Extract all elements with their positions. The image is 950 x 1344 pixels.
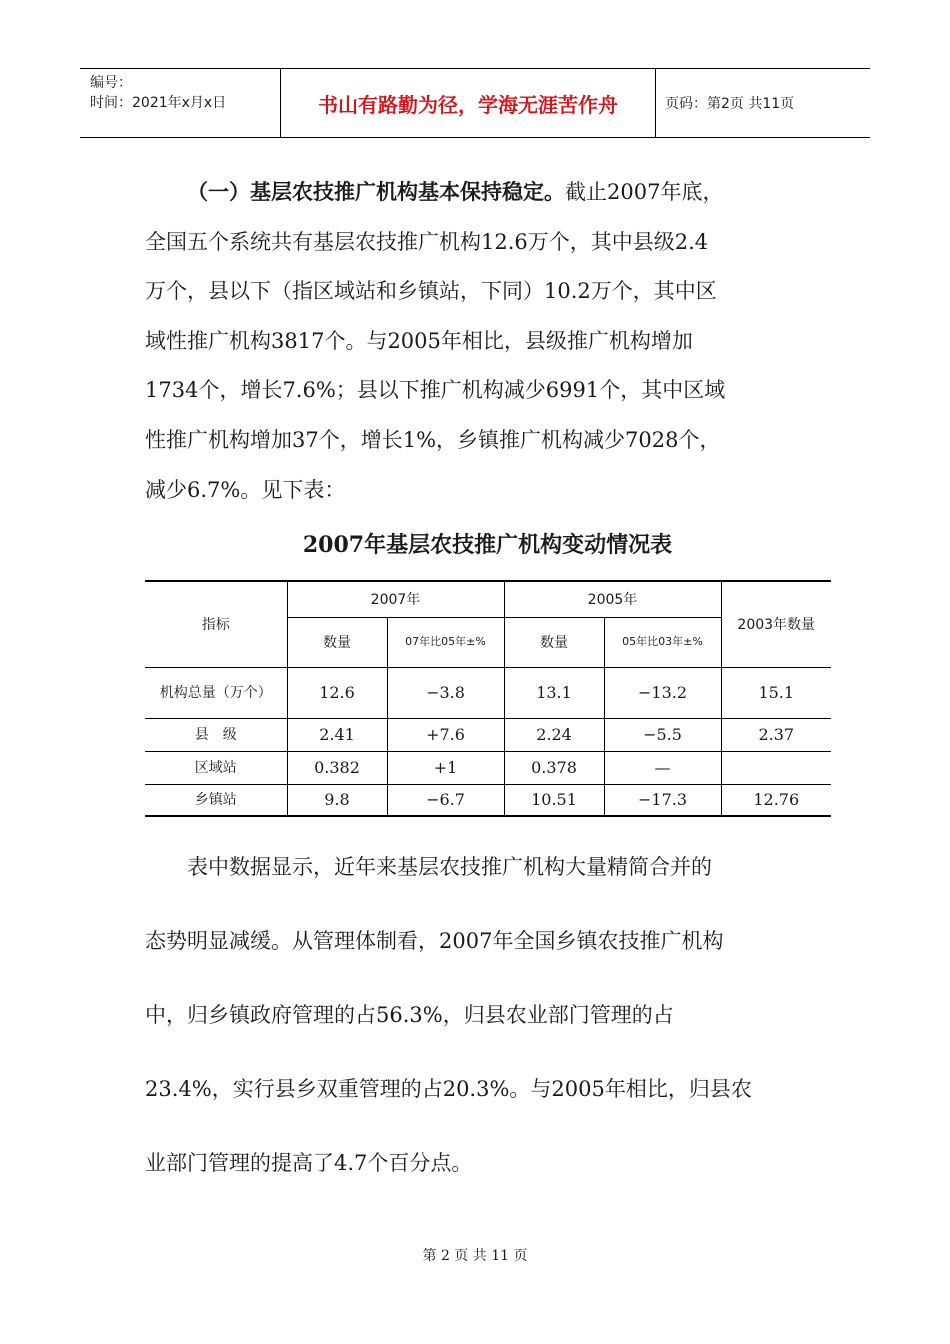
cell-2007: 9.8	[287, 784, 387, 816]
header-change-07-05: 07年比05年±%	[387, 617, 504, 667]
table-row	[145, 751, 831, 784]
cell-change-05-03: −17.3	[604, 784, 721, 816]
header-meta	[80, 69, 280, 137]
header-qty-2005: 数量	[504, 617, 604, 667]
table-caption: 2007年基层农技推广机构变动情况表	[302, 532, 673, 558]
cell-change-07-05: −3.8	[387, 667, 504, 718]
page-header	[80, 68, 870, 138]
paragraph-analysis	[145, 830, 810, 1200]
paragraph-line: 性推广机构增加37个，增长1%，乡镇推广机构减少7028个，	[145, 427, 721, 452]
row-label: 乡镇站	[145, 784, 287, 816]
paragraph-line: 万个，县以下（指区域站和乡镇站，下同）10.2万个，其中区	[145, 279, 717, 304]
paragraph-line: 表中数据显示，近年来基层农技推广机构大量精简合并的	[187, 855, 712, 879]
cell-change-05-03: −5.5	[604, 718, 721, 751]
cell-change-07-05: +7.6	[387, 718, 504, 751]
cell-2007: 12.6	[287, 667, 387, 718]
cell-2005: 0.378	[504, 751, 604, 784]
header-change-05-03: 05年比03年±%	[604, 617, 721, 667]
paragraph-line: 23.4%，实行县乡双重管理的占20.3%。与2005年相比，归县农	[145, 1077, 752, 1101]
cell-change-07-05: +1	[387, 751, 504, 784]
paragraph-intro	[145, 168, 810, 515]
cell-2005: 10.51	[504, 784, 604, 816]
cell-change-07-05: −6.7	[387, 784, 504, 816]
table-row	[145, 667, 831, 718]
paragraph-line: 全国五个系统共有基层农技推广机构12.6万个，其中县级2.4	[145, 229, 709, 254]
header-motto: 书山有路勤为径，学海无涯苦作舟	[280, 69, 656, 137]
header-date: 时间：2021年x月x日	[90, 95, 227, 111]
cell-2005: 2.24	[504, 718, 604, 751]
table-header-row	[145, 581, 831, 617]
header-2003-count: 2003年数量	[721, 581, 831, 667]
cell-2003: 12.76	[721, 784, 831, 816]
section-heading: （一）基层农技推广机构基本保持稳定。	[187, 180, 565, 204]
table-row	[145, 718, 831, 751]
header-number: 编号：	[90, 75, 132, 91]
paragraph-line	[145, 168, 810, 218]
header-indicator: 指标	[145, 581, 287, 667]
paragraph-line: 减少6.7%。见下表：	[145, 477, 346, 502]
cell-change-05-03: —	[604, 751, 721, 784]
cell-2007: 0.382	[287, 751, 387, 784]
cell-2003: 2.37	[721, 718, 831, 751]
paragraph-line: 1734个，增长7.6%；县以下推广机构减少6991个，其中区域	[145, 378, 726, 403]
paragraph-line: 中，归乡镇政府管理的占56.3%，归县农业部门管理的占	[145, 1003, 674, 1027]
row-label: 县 级	[145, 718, 287, 751]
paragraph-text: 截止2007年底，	[565, 180, 724, 204]
cell-change-05-03: −13.2	[604, 667, 721, 718]
cell-2003	[721, 751, 831, 784]
page-footer: 第 2 页 共 11 页	[422, 1248, 528, 1264]
cell-2003: 15.1	[721, 667, 831, 718]
header-2007: 2007年	[287, 581, 504, 617]
header-2005: 2005年	[504, 581, 721, 617]
table-row	[145, 784, 831, 816]
cell-2007: 2.41	[287, 718, 387, 751]
paragraph-line: 业部门管理的提高了4.7个百分点。	[145, 1151, 473, 1175]
header-qty-2007: 数量	[287, 617, 387, 667]
data-table	[145, 580, 831, 817]
paragraph-line: 态势明显减缓。从管理体制看，2007年全国乡镇农技推广机构	[145, 929, 724, 953]
row-label: 机构总量（万个）	[145, 667, 287, 718]
paragraph-line: 域性推广机构3817个。与2005年相比，县级推广机构增加	[145, 328, 693, 353]
header-page-number: 页码：第2页 共11页	[665, 96, 795, 112]
cell-2005: 13.1	[504, 667, 604, 718]
row-label: 区域站	[145, 751, 287, 784]
